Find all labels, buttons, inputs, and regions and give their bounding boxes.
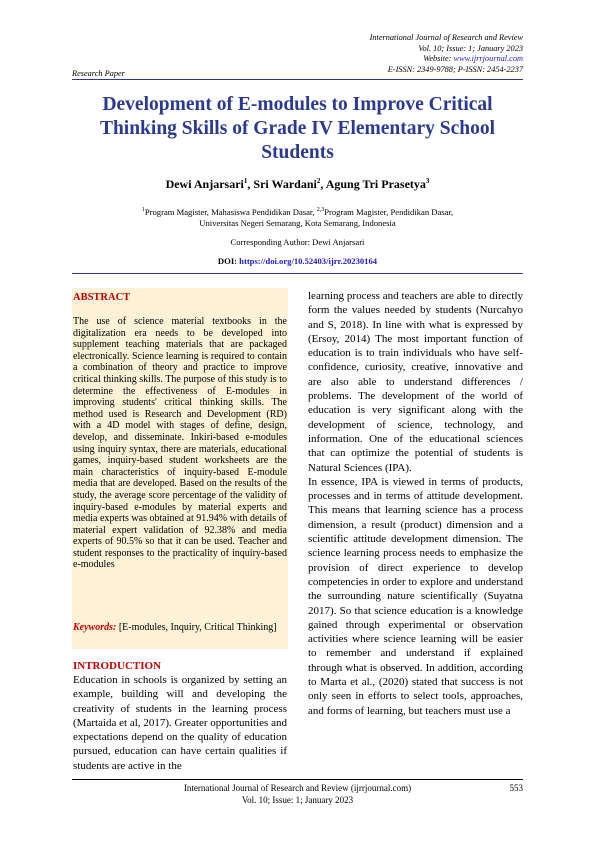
footer-volume: Vol. 10; Issue: 1; January 2023 [241, 794, 354, 805]
footer-rule [72, 779, 523, 780]
paper-type: Research Paper [72, 69, 125, 78]
corresponding-author: Corresponding Author: Dewi Anjarsari [230, 237, 365, 247]
footer-journal: International Journal of Research and Review (ijrrjournal.com) [183, 783, 412, 793]
title-rule [72, 273, 523, 274]
journal-volume: Vol. 10; Issue: 1; January 2023 [418, 43, 523, 53]
doi-link[interactable]: https://doi.org/10.52403/ijrr.20230164 [239, 256, 378, 266]
abstract-heading: ABSTRACT [73, 292, 131, 303]
doi-line: DOI: https://doi.org/10.52403/ijrr.20230164 [217, 256, 378, 266]
journal-header [370, 33, 523, 75]
paper-title: Development of E-modules to Improve Critical Thinking Skills of Grade IV Elementary School Students [99, 94, 496, 163]
page-number: 553 [509, 783, 523, 793]
keywords-text: [E-modules, Inquiry, Critical Thinking] [116, 622, 277, 633]
introduction-text: Education in schools is organized by setting an example, building will and developing the creativity of students in the learning process (Martaida et al, 2017). Greater opportunities and expectations depend on the quality of education pursued, education can have certain qualities if students are active in the [73, 674, 287, 772]
introduction-heading: INTRODUCTION [73, 660, 162, 672]
right-column [308, 289, 523, 718]
journal-website: Website: www.ijrrjournal.com [423, 54, 523, 63]
footer [72, 783, 523, 806]
author-list: Dewi Anjarsari$^1$, Sri Wardani$^2$, Agung Tri Prasetya$^3$ [165, 177, 430, 191]
paragraph-2: In essence, IPA is viewed in terms of products, processes and in terms of attitude development. This means that learning science has a process dimension, a result (product) dimension and a scientific attitude development dimension. The science learning process needs to emphasize the provision of direct experience to develop competencies in order to explore and understand the surrounding nature scientifically (Suyatna 2017). So that science education is a knowledge gained through experimental or observation activities where science learning will be easier to remember and understand if explained through what is observed. In addition, according to Marta et al., (2020) stated that success is not only seen in efforts to select tools, approaches, and forms of learning, but teachers must use a [308, 475, 523, 717]
website-link[interactable]: www.ijrrjournal.com [453, 54, 523, 63]
affiliations: $^1$Program Magister, Mahasiswa Pendidikan Dasar, $^{2,3}$Program Magister, Pendidikan Dasar, Universitas Negeri Semarang, Kota Semarang, Indonesia [141, 206, 454, 228]
abstract-text: The use of science material textbooks in the digitalization era needs to be developed into supplement teaching materials that are packaged electronically. Science learning is required to contain a combination of theory and practice to improve critical thinking skills. The purpose of this study is to determine the effectiveness of E-modules in improving students' critical thinking skills. The method used is Research and Development (RD) with a 4D model with stages of define, design, develop, and disseminate. Inkiri-based e-modules using inquiry syntax, there are materials, educational games, inquiry-based student worksheets are the main characteristics of inquiry-based E-module media that are developed. Based on the results of the study, the average score percentage of the validity of inquiry-based e-modules by material experts and media experts was obtained at 91.94% with details of material expert validation of 92.38% and media experts of 90.5% so that it can be used. Teacher and student responses to the practicality of inquiry-based e-modules [73, 316, 287, 571]
paragraph-1: learning process and teachers are able to directly form the values needed by students (Nurcahyo and S, 2018). In line with what is expressed by (Ersoy, 2014) The most important function of education is to train individuals who have self-confidence, curiosity, creative, innovative and are also able to understand differences / problems. The development of the world of education is very significant along with the development of science, technology, and information. One of the educational sciences that can optimize the potential of students is Natural Sciences (IPA). [308, 290, 523, 474]
header-rule [72, 79, 523, 80]
journal-name: International Journal of Research and Review [369, 33, 523, 42]
journal-issn: E-ISSN: 2349-9788; P-ISSN: 2454-2237 [387, 64, 523, 74]
keywords-label: Keywords: [73, 622, 117, 633]
keywords [73, 622, 287, 634]
